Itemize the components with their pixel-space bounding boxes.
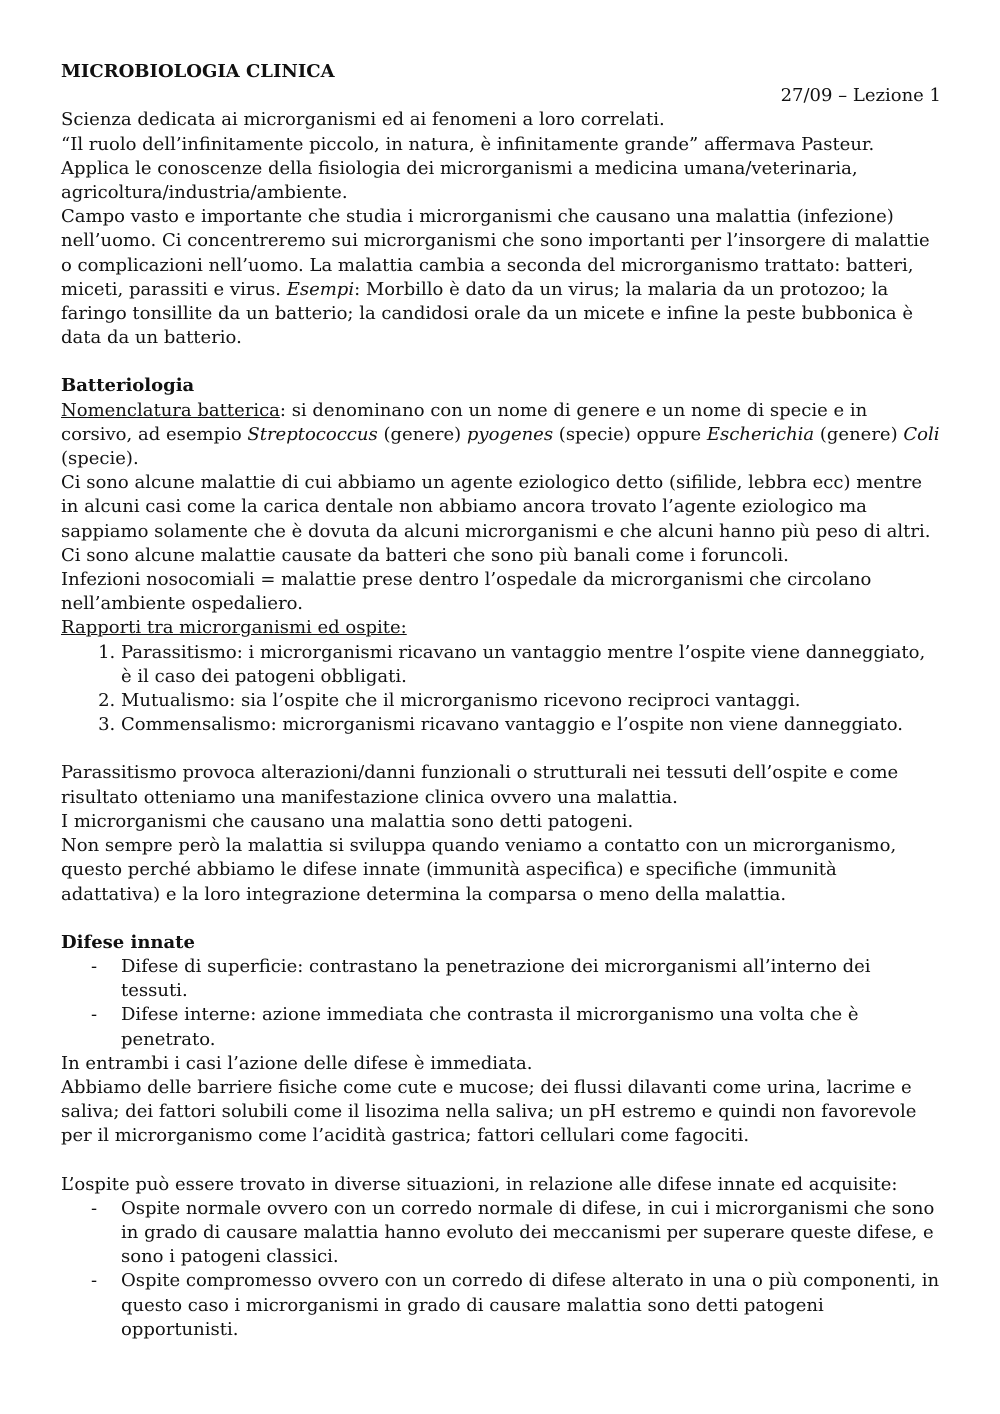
text-run: : Morbillo è dato da un virus; la malaria da un protozoo; la faringo tonsillite da un batterio; la candidosi orale da un micete e infine la peste bubbonica è data da un batterio. [61, 278, 913, 349]
list-item: - Ospite compromesso ovvero con un corredo di difese alterato in una o più componenti, in questo caso i microrganismi in grado di causare malattia sono detti patogeni opportunisti. [121, 1269, 941, 1342]
italic-text: Streptococcus [247, 423, 378, 445]
italic-text: pyogenes [466, 423, 554, 445]
nomenclatura-paragraph [61, 399, 941, 472]
underlined-label: Rapporti tra microrganismi ed ospite: [61, 617, 407, 639]
intro-paragraph: Scienza dedicata ai microrganismi ed ai fenomeni a loro correlati. [61, 109, 665, 131]
paragraph: I microrganismi che causano una malattia sono detti patogeni. [61, 810, 634, 832]
text-run: (specie) oppure [553, 423, 707, 445]
paragraph: Infezioni nosocomiali = malattie prese dentro l’ospedale da microrganismi che circolano nell’ambiente ospedaliero. [61, 569, 872, 615]
text-run: (genere) [814, 423, 904, 445]
italic-text: Esempi [286, 278, 355, 300]
intro-paragraph: “Il ruolo dell’infinitamente piccolo, in natura, è infinitamente grande” affermava Pasteur. [61, 133, 875, 155]
list-item: - Difese di superficie: contrastano la penetrazione dei microrganismi all’interno dei tessuti. [121, 955, 941, 1003]
paragraph: Ci sono alcune malattie causate da batteri che sono più banali come i foruncoli. [61, 544, 789, 566]
text-run: Campo vasto e importante che studia i microrganismi che causano una malattia (infezione) nell’uomo. Ci concentreremo sui microrganismi che sono importanti per l’insorgere di malattie o complicazioni nell’uomo. La malattia cambia a seconda del microrganismo trattato: batteri, miceti, parassiti e virus. [61, 206, 930, 300]
intro-paragraph [61, 205, 941, 350]
paragraph: L’ospite può essere trovato in diverse situazioni, in relazione alle difese innate ed acquisite: [61, 1173, 898, 1195]
italic-text: Escherichia [706, 423, 815, 445]
ospite-list [61, 1197, 941, 1342]
section-heading: Difese innate [61, 931, 195, 953]
section-heading: Batteriologia [61, 375, 195, 397]
paragraph: Parassitismo provoca alterazioni/danni funzionali o strutturali nei tessuti dell’ospite e come risultato otteniamo una manifestazione clinica ovvero una malattia. [61, 762, 899, 808]
list-item: 1. Parassitismo: i microrganismi ricavano un vantaggio mentre l’ospite viene danneggiato, è il caso dei patogeni obbligati. [121, 641, 941, 689]
rapporti-list [61, 641, 941, 738]
paragraph: Abbiamo delle barriere fisiche come cute e mucose; dei flussi dilavanti come urina, lacrime e saliva; dei fattori solubili come il lisozima nella saliva; un pH estremo e quindi non favorevole per il microrganismo come l’acidità gastrica; fattori cellulari come fagociti. [61, 1076, 917, 1147]
paragraph: Ci sono alcune malattie di cui abbiamo un agente eziologico detto (sifilide, lebbra ecc) mentre in alcuni casi come la carica dentale non abbiamo ancora trovato l’agente eziologico ma sappiamo solamente che è dovuta da alcuni microrganismi e che alcuni hanno più peso di altri. [61, 472, 931, 542]
paragraph: Non sempre però la malattia si sviluppa quando veniamo a contatto con un microrganismo, questo perché abbiamo le difese innate (immunità aspecifica) e specifiche (immunità adattativa) e la loro integrazione determina la comparsa o meno della malattia. [61, 835, 897, 905]
list-item: - Difese interne: azione immediata che contrasta il microrganismo una volta che è penetrato. [121, 1003, 941, 1051]
document-page [61, 60, 941, 1342]
lesson-date: 27/09 – Lezione 1 [780, 85, 941, 107]
underlined-label: Nomenclatura batterica [61, 399, 280, 421]
list-item: 3. Commensalismo: microrganismi ricavano vantaggio e l’ospite non viene danneggiato. [121, 713, 941, 737]
document-title: MICROBIOLOGIA CLINICA [61, 61, 335, 82]
italic-text: Coli [903, 423, 940, 445]
text-run: : si denominano con un nome di genere e un nome di specie e in corsivo, ad esempio [61, 399, 868, 445]
text-run: (specie). [61, 448, 139, 470]
intro-paragraph: Applica le conoscenze della fisiologia dei microrganismi a medicina umana/veterinaria, agricoltura/industria/ambiente. [61, 157, 858, 204]
list-item: - Ospite normale ovvero con un corredo normale di difese, in cui i microrganismi che sono in grado di causare malattia hanno evoluto dei meccanismi per superare queste difese, e sono i patogeni classici. [121, 1197, 941, 1270]
difese-list [61, 955, 941, 1052]
paragraph: In entrambi i casi l’azione delle difese è immediata. [61, 1052, 533, 1074]
text-run: (genere) [377, 423, 467, 445]
list-item: 2. Mutualismo: sia l’ospite che il microrganismo ricevono reciproci vantaggi. [121, 689, 941, 713]
